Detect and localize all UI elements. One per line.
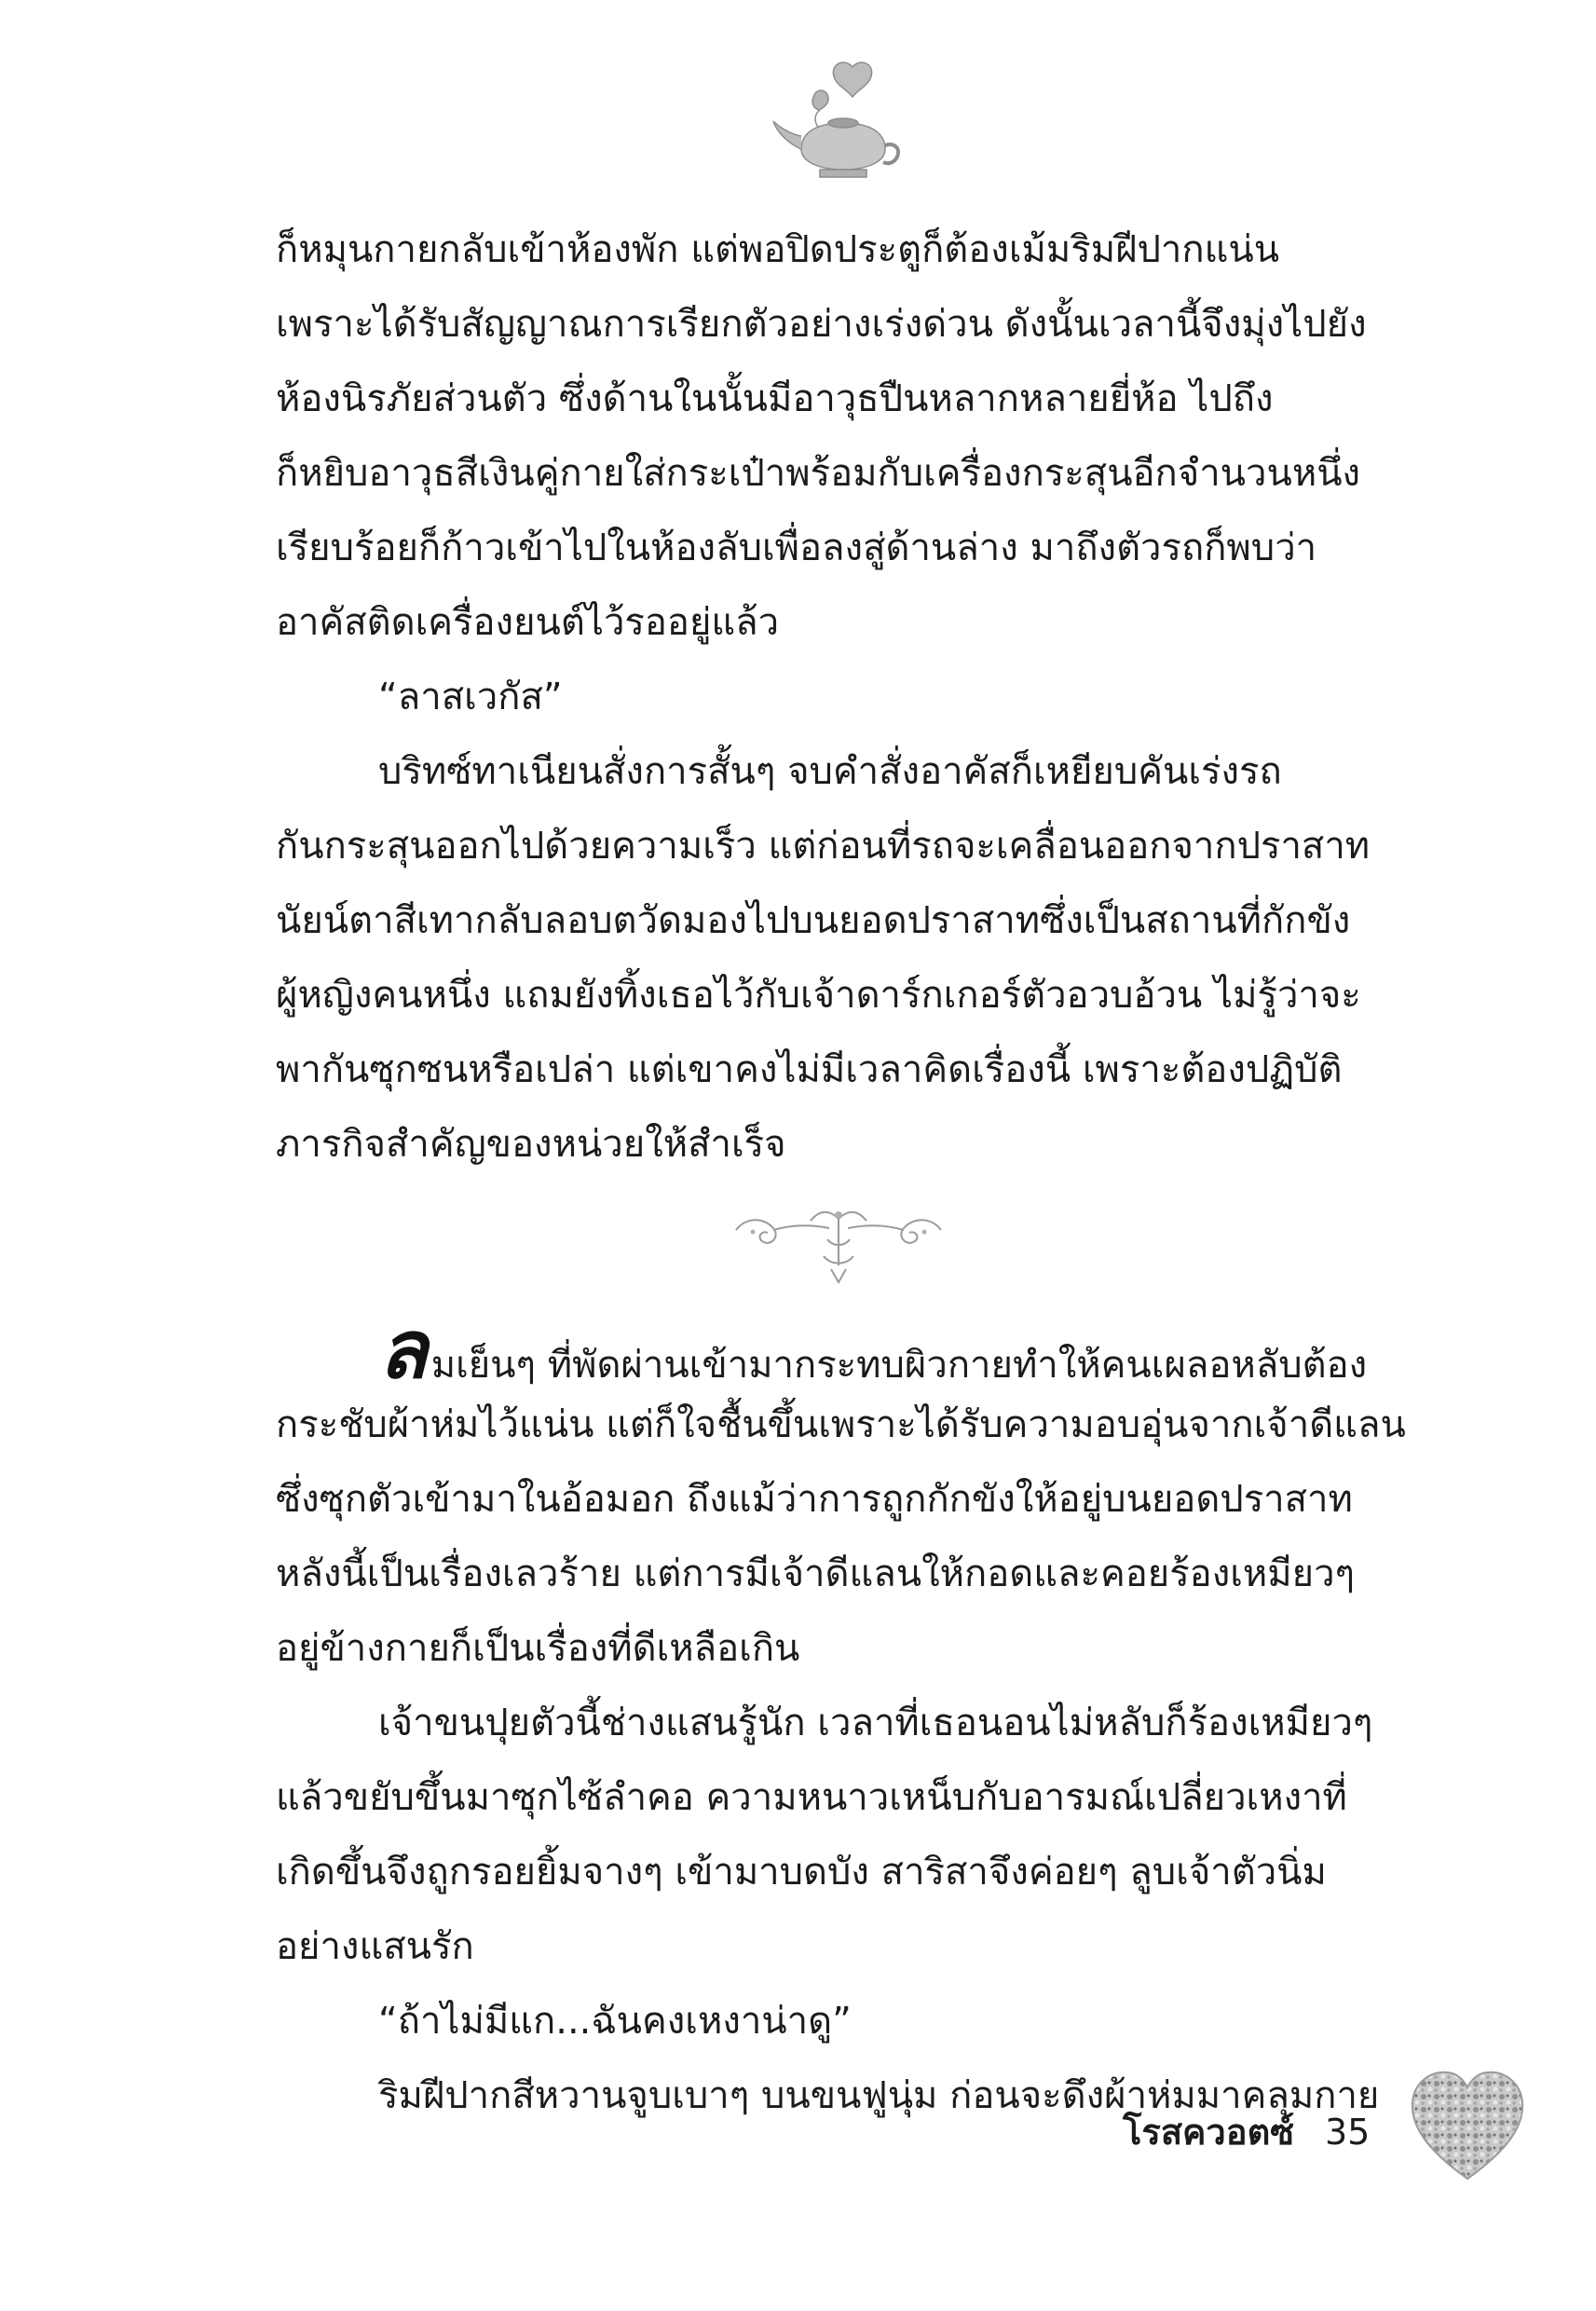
text-line: มเย็นๆ ที่พัดผ่านเข้ามากระทบผิวกายทำให้คนเผลอหลับต้อง (430, 1344, 1368, 1387)
text-line-with-dropcap (276, 1304, 1412, 1397)
text-line: นัยน์ตาสีเทากลับลอบตวัดมองไปบนยอดปราสาทซึ่งเป็นสถานที่กักขัง (276, 899, 1351, 942)
text-line: ก็หยิบอาวุธสีเงินคู่กายใส่กระเป๋าพร้อมกับเครื่องกระสุนอีกจำนวนหนึ่ง (276, 452, 1361, 495)
text-line: ผู้หญิงคนหนึ่ง แถมยังทิ้งเธอไว้กับเจ้าดาร์กเกอร์ตัวอวบอ้วน ไม่รู้ว่าจะ (276, 974, 1361, 1017)
body-text-part2 (276, 1304, 1412, 2133)
text-line: ภารกิจสำคัญของหน่วยให้สำเร็จ (276, 1123, 786, 1166)
text-line: เจ้าขนปุยตัวนี้ช่างแสนรู้นัก เวลาที่เธอนอนไม่หลับก็ร้องเหมียวๆ (378, 1702, 1373, 1744)
dialogue-line: “ถ้าไม่มีแก...ฉันคงเหงาน่าดู” (378, 2000, 852, 2043)
text-line: อย่างแสนรัก (276, 1925, 474, 1968)
heart-floral-ornament-icon (1407, 2067, 1528, 2183)
text-line: เกิดขึ้นจึงถูกรอยยิ้มจางๆ เข้ามาบดบัง สาริสาจึงค่อยๆ ลูบเจ้าตัวนิ่ม (276, 1851, 1327, 1894)
text-line: ริมฝีปากสีหวานจูบเบาๆ บนขนฟูนุ่ม ก่อนจะดึงผ้าห่มมาคลุมกาย (378, 2074, 1380, 2117)
text-line: กันกระสุนออกไปด้วยความเร็ว แต่ก่อนที่รถจะเคลื่อนออกจากปราสาท (276, 825, 1371, 868)
dialogue-line: “ลาสเวกัส” (378, 676, 563, 718)
body-text-part1 (276, 212, 1412, 1182)
text-line: กระชับผ้าห่มไว้แน่น แต่ก็ใจชื้นขึ้นเพราะได้รับความอบอุ่นจากเจ้าดีแลน (276, 1403, 1406, 1446)
footer-book-title: โรสควอตซ์ (1123, 2112, 1295, 2153)
scroll-flourish-divider-icon (727, 1202, 950, 1291)
text-line: ซึ่งซุกตัวเข้ามาในอ้อมอก ถึงแม้ว่าการถูกกักขังให้อยู่บนยอดปราสาท (276, 1478, 1353, 1521)
teapot-cupid-ornament-icon (764, 56, 904, 196)
text-line: อาคัสติดเครื่องยนต์ไว้รออยู่แล้ว (276, 601, 780, 644)
text-line: ก็หมุนกายกลับเข้าห้องพัก แต่พอปิดประตูก็ต้องเม้มริมฝีปากแน่น (276, 228, 1280, 271)
text-line: หลังนี้เป็นเรื่องเลวร้าย แต่การมีเจ้าดีแลนให้กอดและคอยร้องเหมียวๆ (276, 1552, 1356, 1595)
page-number: 35 (1325, 2112, 1371, 2153)
text-line: เรียบร้อยก็ก้าวเข้าไปในห้องลับเพื่อลงสู่ด้านล่าง มาถึงตัวรถก็พบว่า (276, 526, 1317, 569)
text-line: บริทซ์ทาเนียนสั่งการสั้นๆ จบคำสั่งอาคัสก็เหยียบคันเร่งรถ (378, 750, 1282, 793)
text-line: เพราะได้รับสัญญาณการเรียกตัวอย่างเร่งด่วน ดังนั้นเวลานี้จึงมุ่งไปยัง (276, 303, 1367, 346)
text-line: แล้วขยับขึ้นมาซุกไซ้ลำคอ ความหนาวเหน็บกับอารมณ์เปลี่ยวเหงาที่ (276, 1776, 1347, 1819)
text-line: พากันซุกซนหรือเปล่า แต่เขาคงไม่มีเวลาคิดเรื่องนี้ เพราะต้องปฏิบัติ (276, 1048, 1343, 1091)
drop-cap: ล (378, 1304, 428, 1397)
text-line: อยู่ข้างกายก็เป็นเรื่องที่ดีเหลือเกิน (276, 1627, 800, 1670)
text-line: ห้องนิรภัยส่วนตัว ซึ่งด้านในนั้นมีอาวุธปืนหลากหลายยี่ห้อ ไปถึง (276, 377, 1274, 420)
